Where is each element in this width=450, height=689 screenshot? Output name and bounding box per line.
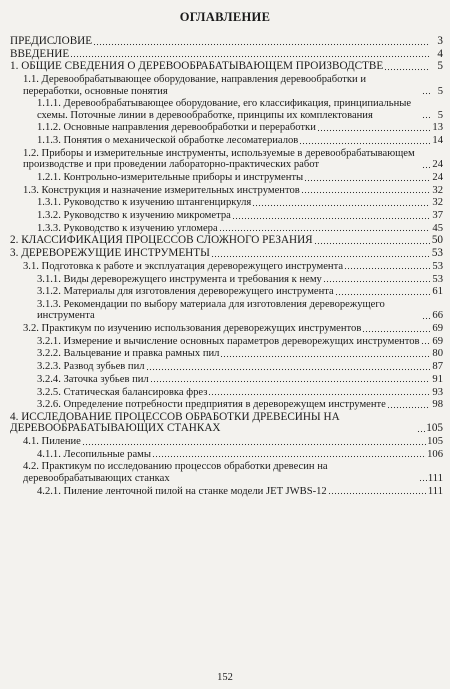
toc-entry xyxy=(10,261,443,273)
toc-entry xyxy=(10,299,443,322)
dot-leader xyxy=(150,374,430,383)
dot-leader xyxy=(211,249,430,258)
dot-leader xyxy=(232,211,430,220)
toc-entry-page: 3 xyxy=(437,35,443,47)
toc-entry xyxy=(10,61,443,73)
toc-entry xyxy=(10,248,443,260)
dot-leader xyxy=(317,123,430,132)
toc-entry-title: 3.1.3. Рекомендации по выбору материала для изготовления дереворежущего инструмента xyxy=(37,298,385,322)
toc-entry-title: 1. ОБЩИЕ СВЕДЕНИЯ О ДЕРЕВООБРАБАТЫВАЮЩЕМ ПРОИЗВОДСТВЕ xyxy=(10,60,384,73)
toc-entry xyxy=(10,197,443,209)
toc-entry-page: 4 xyxy=(437,47,443,60)
toc-entry-page: 5 xyxy=(437,60,443,73)
dot-leader xyxy=(422,160,430,169)
toc-entry xyxy=(10,185,443,197)
toc-entry-page: 105 xyxy=(427,436,443,448)
toc-entry xyxy=(10,286,443,298)
table-of-contents xyxy=(10,36,443,498)
toc-entry-title: 1.3. Конструкция и назначение измерительных инструментов xyxy=(23,184,300,196)
toc-entry-title: 3.1. Подготовка к работе и эксплуатация дереворежущего инструмента xyxy=(23,260,344,272)
dot-leader xyxy=(299,136,430,145)
toc-entry xyxy=(10,98,443,121)
dot-leader xyxy=(323,274,430,283)
toc-entry-page: 5 xyxy=(437,109,443,121)
toc-entry-page: 61 xyxy=(432,286,443,298)
dot-leader xyxy=(387,400,430,409)
toc-entry-title: 1.3.2. Руководство к изучению микрометра xyxy=(37,210,231,222)
dot-leader xyxy=(335,287,430,296)
page-number: 152 xyxy=(217,672,233,683)
toc-entry-title: 1.3.3. Руководство к изучению угломера xyxy=(37,222,218,234)
toc-entry-title: ПРЕДИСЛОВИЕ xyxy=(10,35,93,47)
toc-entry xyxy=(10,223,443,235)
toc-entry-page: 13 xyxy=(432,122,443,134)
dot-leader xyxy=(417,424,425,433)
toc-entry-title: 4. ИССЛЕДОВАНИЕ ПРОЦЕССОВ ОБРАБОТКИ ДРЕВЕСИНЫ НА ДЕРЕВООБРАБАТЫВАЮЩИХ СТАНКАХ xyxy=(10,410,340,435)
toc-entry xyxy=(10,74,443,97)
toc-entry-title: 3.1.1. Виды дереворежущего инструмента и требования к нему xyxy=(37,273,322,285)
toc-entry xyxy=(10,235,443,247)
toc-entry xyxy=(10,348,443,360)
toc-entry-page: 24 xyxy=(432,159,443,171)
toc-entry-title: 3.2.4. Заточка зубьев пил xyxy=(37,373,149,385)
toc-entry-page: 69 xyxy=(432,335,443,347)
toc-entry-title: 4.2. Практикум по исследованию процессов обработки древесин на деревообрабатывающих станках xyxy=(23,461,328,484)
toc-entry-title: 1.2.1. Контрольно-измерительные приборы и инструменты xyxy=(37,172,304,183)
dot-leader xyxy=(384,62,430,71)
toc-entry-title: 4.1. Пиление xyxy=(23,436,81,448)
toc-entry xyxy=(10,323,443,335)
toc-entry xyxy=(10,412,443,435)
toc-entry-title: 2. КЛАССИФИКАЦИЯ ПРОЦЕССОВ СЛОЖНОГО РЕЗАНИЯ xyxy=(10,234,313,247)
dot-leader xyxy=(422,311,430,320)
toc-entry-title: ВВЕДЕНИЕ xyxy=(10,47,70,60)
toc-entry-title: 4.1.1. Лесопильные рамы xyxy=(37,448,151,460)
toc-entry-page: 53 xyxy=(431,247,443,260)
dot-leader xyxy=(344,261,430,270)
toc-entry xyxy=(10,399,443,411)
toc-entry xyxy=(10,449,443,461)
dot-leader xyxy=(252,198,430,207)
dot-leader xyxy=(304,173,430,182)
toc-entry-title: 1.3.1. Руководство к изучению штангенциркуля xyxy=(37,197,252,209)
toc-entry-page: 87 xyxy=(432,361,443,373)
toc-entry-title: 3.2.2. Вальцевание и правка рамных пил xyxy=(37,348,220,360)
toc-entry-title: 1.2. Приборы и измерительные инструменты, используемые в деревообрабатывающем производстве и при проведении лабораторно-практических работ xyxy=(23,147,415,171)
toc-entry xyxy=(10,122,443,134)
dot-leader xyxy=(328,486,427,495)
toc-entry-page: 24 xyxy=(432,172,443,183)
toc-entry-page: 91 xyxy=(432,373,443,385)
dot-leader xyxy=(82,437,426,446)
toc-entry-title: 3.2. Практикум по изучению использования дереворежущих инструментов xyxy=(23,323,362,335)
toc-entry-title: 1.1.2. Основные направления деревообработки и переработки xyxy=(37,122,316,134)
toc-entry xyxy=(10,49,443,61)
toc-entry-page: 80 xyxy=(432,348,443,360)
dot-leader xyxy=(314,236,430,245)
toc-entry-title: 4.2.1. Пиление ленточной пилой на станке модели JET JWBS-12 xyxy=(37,485,327,497)
toc-entry xyxy=(10,172,443,184)
dot-leader xyxy=(422,86,430,95)
toc-entry-page: 111 xyxy=(427,485,443,497)
toc-entry-page: 32 xyxy=(432,184,443,196)
toc-entry-page: 66 xyxy=(432,310,443,322)
toc-entry xyxy=(10,436,443,448)
dot-leader xyxy=(219,223,430,232)
toc-entry-page: 106 xyxy=(427,448,443,460)
toc-entry-title: 3. ДЕРЕВОРЕЖУЩИЕ ИНСТРУМЕНТЫ xyxy=(10,247,210,260)
toc-entry-page: 37 xyxy=(432,210,443,222)
toc-entry xyxy=(10,36,443,48)
toc-entry-page: 53 xyxy=(432,260,443,272)
toc-entry xyxy=(10,210,443,222)
dot-leader xyxy=(146,362,430,371)
toc-entry-title: 3.2.6. Определение потребности предприятия в дереворежущем инструменте xyxy=(37,399,386,411)
toc-entry-page: 32 xyxy=(432,197,443,209)
toc-entry-page: 45 xyxy=(432,222,443,234)
dot-leader xyxy=(93,37,430,46)
toc-entry-page: 14 xyxy=(432,135,443,147)
toc-entry-page: 5 xyxy=(437,85,443,97)
toc-entry xyxy=(10,274,443,286)
dot-leader xyxy=(70,49,430,58)
toc-entry xyxy=(10,387,443,399)
toc-entry-page: 98 xyxy=(432,399,443,411)
toc-entry-title: 1.1. Деревообрабатывающее оборудование, направления деревообработки и переработки, основные понятия xyxy=(23,74,367,97)
dot-leader xyxy=(301,185,430,194)
toc-entry-title: 3.2.5. Статическая балансировка фрез xyxy=(37,386,208,398)
toc-entry xyxy=(10,374,443,386)
toc-entry-page: 50 xyxy=(431,234,443,247)
toc-entry-title: 3.2.3. Развод зубьев пил xyxy=(37,361,145,373)
dot-leader xyxy=(362,324,430,333)
toc-entry-page: 93 xyxy=(432,386,443,398)
toc-entry-page: 105 xyxy=(426,422,443,435)
toc-entry-title: 1.1.3. Понятия о механической обработке лесоматериалов xyxy=(37,135,299,147)
toc-entry-page: 111 xyxy=(427,472,443,484)
toc-entry-page: 69 xyxy=(432,323,443,335)
dot-leader xyxy=(152,449,426,458)
dot-leader xyxy=(422,110,430,119)
toc-entry-title: 3.1.2. Материалы для изготовления дереворежущего инструмента xyxy=(37,286,334,298)
toc-entry xyxy=(10,361,443,373)
dot-leader xyxy=(220,349,430,358)
page-title: ОГЛАВЛЕНИЕ xyxy=(179,10,271,24)
toc-entry-title: 1.1.1. Деревообрабатывающее оборудование, его классификация, принципиальные схемы. Поточные линии в деревообработке, принципы их комплектования xyxy=(37,98,412,121)
dot-leader xyxy=(419,473,427,482)
toc-entry xyxy=(10,148,443,171)
toc-entry xyxy=(10,135,443,147)
toc-entry-page: 53 xyxy=(432,273,443,285)
toc-entry xyxy=(10,461,443,484)
dot-leader xyxy=(208,387,430,396)
toc-entry xyxy=(10,486,443,498)
toc-entry-title: 3.2.1. Измерение и вычисление основных параметров дереворежущих инструментов xyxy=(37,335,420,347)
toc-entry xyxy=(10,336,443,348)
dot-leader xyxy=(421,336,430,345)
